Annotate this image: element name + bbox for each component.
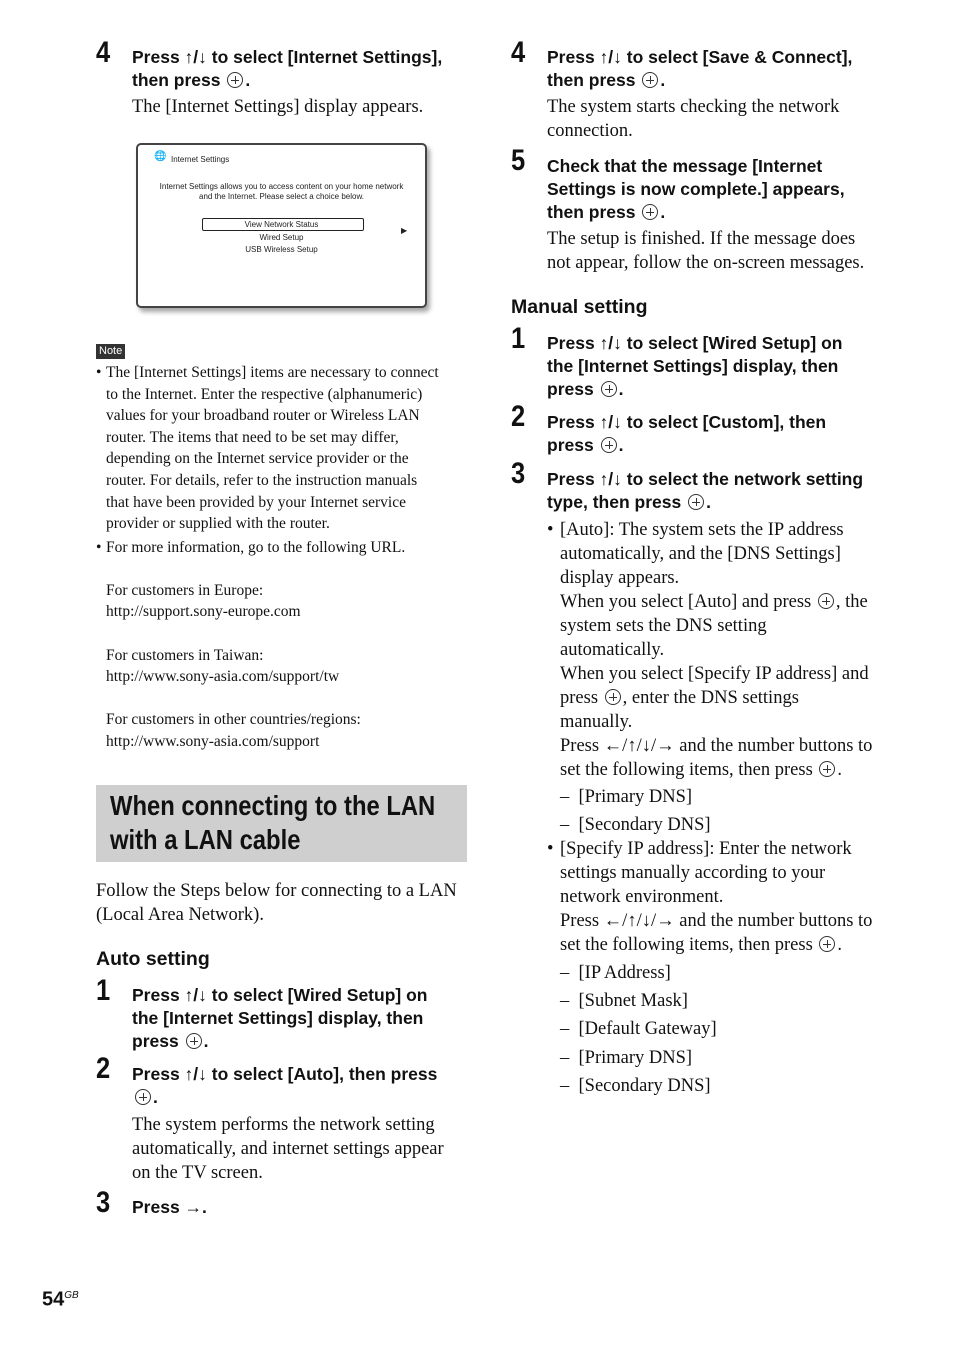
step-body: The [Internet Settings] display appears. (132, 97, 424, 117)
intro-line: Follow the Steps below for connecting to a LAN (96, 881, 457, 901)
dash-item-text: [Primary DNS] (578, 787, 693, 807)
bullet: • (96, 539, 102, 556)
step-heading (132, 1063, 437, 1109)
note-label: Note (96, 344, 125, 359)
bullet: • (547, 839, 554, 859)
step-heading-line: . (132, 1086, 437, 1109)
dash-item-text: [Secondary DNS] (578, 815, 711, 835)
body-line: set the following items, then press . (560, 935, 843, 955)
right-arrow-icon: ▶ (401, 226, 408, 235)
body-line (560, 590, 897, 614)
url-label: For customers in other countries/regions: (106, 711, 361, 728)
enter-button-icon (642, 72, 658, 88)
enter-button-icon (605, 689, 621, 705)
url-link[interactable]: http://www.sony-asia.com/support (106, 733, 320, 750)
body-line: not appear, follow the on-screen messages. (547, 253, 865, 273)
screen-option: View Network Status (244, 220, 319, 229)
step-heading-text: type, then press (547, 492, 682, 512)
step-heading-text: press (547, 379, 594, 399)
manual-setting-heading: Manual setting (511, 296, 648, 318)
dash-item-text: [IP Address] (578, 963, 671, 983)
step-heading-line: the [Internet Settings] display, then (547, 356, 839, 376)
step-heading (132, 46, 442, 92)
body-line: automatically. (560, 640, 665, 660)
url-link[interactable]: http://support.sony-europe.com (106, 603, 301, 620)
screen-text: Internet Settings allows you to access content on your home network (159, 182, 404, 191)
step-heading-line: press . (547, 435, 624, 455)
body-line: The setup is finished. If the message does (547, 229, 856, 249)
step-heading-line: then press . (547, 202, 666, 222)
step-heading (547, 411, 826, 457)
step-heading (132, 984, 427, 1053)
step-number: 5 (511, 144, 526, 177)
enter-button-icon (688, 494, 704, 510)
step-heading-line: Press ↑/↓ to select [Internet Settings], (132, 47, 443, 67)
internet-settings-screen (136, 143, 427, 308)
body-text: , enter the DNS settings (622, 688, 799, 708)
body-text: When you select [Auto] and press (560, 592, 812, 612)
enter-button-icon (601, 437, 617, 453)
body-line: When you select [Specify IP address] and (560, 664, 869, 684)
step-heading-line: press . (132, 1031, 209, 1051)
body-text: set the following items, then press (560, 760, 813, 780)
body-line: [Specify IP address]: Enter the network (560, 839, 852, 859)
dash-item-text: [Secondary DNS] (578, 1076, 711, 1096)
note-line: provider or supplied with the router. (106, 515, 330, 533)
body-line: automatically, and the [DNS Settings] (560, 544, 841, 564)
step-number: 1 (511, 322, 526, 355)
url-label: For customers in Europe: (106, 582, 264, 599)
screen-option: USB Wireless Setup (245, 245, 318, 254)
step-heading (547, 155, 845, 224)
auto-setting-heading: Auto setting (96, 948, 210, 970)
step-heading-line: the [Internet Settings] display, then (132, 1008, 424, 1028)
dash-item: – [Secondary DNS] (560, 815, 711, 835)
note-line: router. The items that need to be set may differ, (106, 428, 399, 446)
step-number: 2 (96, 1052, 111, 1085)
step-body (547, 227, 864, 275)
dash-item-text: [Primary DNS] (578, 1048, 693, 1068)
step-heading-line: Check that the message [Internet (547, 156, 823, 176)
dash-item: – [Subnet Mask] (560, 991, 688, 1011)
step-number: 3 (511, 457, 526, 490)
step-heading-line: Settings is now complete.] appears, (547, 179, 845, 199)
step-heading-line: Press ↑/↓ to select [Save & Connect], (547, 47, 853, 67)
body-line: The system performs the network setting (132, 1115, 435, 1135)
step-heading (547, 332, 842, 401)
url-link[interactable]: http://www.sony-asia.com/support/tw (106, 668, 340, 685)
step-heading-line: Press ↑/↓ to select the network setting (547, 469, 864, 489)
step-heading-line: type, then press . (547, 492, 711, 512)
body-line: set the following items, then press . (560, 760, 843, 780)
section-intro (96, 879, 457, 927)
step-heading-text: then press (547, 70, 636, 90)
page-number-text: 54 (42, 1288, 65, 1311)
url-label: For customers in Taiwan: (106, 647, 264, 664)
step-number: 3 (96, 1186, 111, 1219)
body-line: Press ←/↑/↓/→ and the number buttons to (560, 911, 873, 931)
body-line: manually. (560, 712, 633, 732)
body-line: display appears. (560, 568, 680, 588)
intro-line: (Local Area Network). (96, 905, 264, 925)
note-line: to the Internet. Enter the respective (alphanumeric) (106, 385, 423, 403)
step-heading-line: Press ↑/↓ to select [Wired Setup] on (132, 985, 428, 1005)
note-line: depending on the Internet service provider or the (106, 450, 409, 468)
body-line: Press ←/↑/↓/→ and the number buttons to (560, 736, 873, 756)
body-line: connection. (547, 121, 633, 141)
enter-button-icon (227, 72, 243, 88)
body-text: set the following items, then press (560, 935, 813, 955)
enter-button-icon (819, 936, 835, 952)
enter-button-icon (819, 761, 835, 777)
body-line (560, 686, 897, 710)
enter-button-icon (135, 1089, 151, 1105)
specify-bullet (547, 837, 897, 957)
step-heading-line: then press . (132, 70, 251, 90)
body-line: on the TV screen. (132, 1163, 263, 1183)
step-heading-text: press (547, 435, 594, 455)
body-line: system sets the DNS setting (560, 616, 767, 636)
globe-icon: 🌐 (154, 151, 167, 162)
section-title-line: with a LAN cable (110, 824, 301, 855)
step-heading-line: then press . (547, 70, 666, 90)
step-heading (547, 468, 863, 514)
dash-item: – [IP Address] (560, 963, 671, 983)
step-heading-line: press . (547, 379, 624, 399)
dash-item-text: [Default Gateway] (578, 1019, 717, 1039)
enter-button-icon (818, 593, 834, 609)
body-text: press (560, 688, 599, 708)
body-text: , the (835, 592, 868, 612)
enter-button-icon (642, 204, 658, 220)
dash-item: – [Secondary DNS] (560, 1076, 711, 1096)
step-number: 2 (511, 400, 526, 433)
body-line: network environment. (560, 887, 724, 907)
note-line: The [Internet Settings] items are necessary to connect (106, 364, 439, 381)
step-heading-text: press (132, 1031, 179, 1051)
step-body (547, 95, 839, 143)
step-heading-text: then press (132, 70, 221, 90)
step-heading (547, 46, 852, 92)
bullet: • (547, 520, 554, 540)
note-line: values for your broadband router or Wireless LAN (106, 407, 420, 425)
dash-item: – [Primary DNS] (560, 1048, 693, 1068)
dash-item-text: [Subnet Mask] (578, 991, 688, 1011)
bullet: • (96, 364, 102, 381)
step-heading-line: Press ↑/↓ to select [Custom], then (547, 412, 827, 432)
screen-option: Wired Setup (259, 233, 304, 242)
section-title-line: When connecting to the LAN (110, 790, 436, 821)
dash-item: – [Default Gateway] (560, 1019, 717, 1039)
step-heading-line: Press ↑/↓ to select [Wired Setup] on (547, 333, 843, 353)
enter-button-icon (601, 381, 617, 397)
section-banner (96, 785, 467, 862)
step-heading: Press →. (132, 1197, 207, 1217)
step-heading-text: then press (547, 202, 636, 222)
body-line: automatically, and internet settings appear (132, 1139, 444, 1159)
step-heading-line: Press ↑/↓ to select [Auto], then press (132, 1064, 438, 1084)
note-line: For more information, go to the following URL. (106, 539, 406, 556)
note-line: that have been provided by your Internet service (106, 493, 406, 511)
page-number (42, 1284, 79, 1312)
screen-text: and the Internet. Please select a choice below. (199, 192, 364, 201)
body-line: The system starts checking the network (547, 97, 840, 117)
note-line: router. For details, refer to the instruction manuals (106, 471, 418, 489)
note-bullet (96, 362, 476, 535)
step-body (132, 1113, 444, 1185)
body-line: settings manually according to your (560, 863, 826, 883)
step-number: 4 (96, 36, 111, 69)
section-title (110, 789, 467, 857)
page-suffix: GB (64, 1290, 79, 1301)
enter-button-icon (186, 1033, 202, 1049)
auto-bullet (547, 518, 897, 782)
step-number: 1 (96, 974, 111, 1007)
dash-item: – [Primary DNS] (560, 787, 693, 807)
step-number: 4 (511, 36, 526, 69)
screen-title: Internet Settings (171, 155, 230, 164)
note-bullet (96, 537, 476, 559)
body-line: [Auto]: The system sets the IP address (560, 520, 844, 540)
